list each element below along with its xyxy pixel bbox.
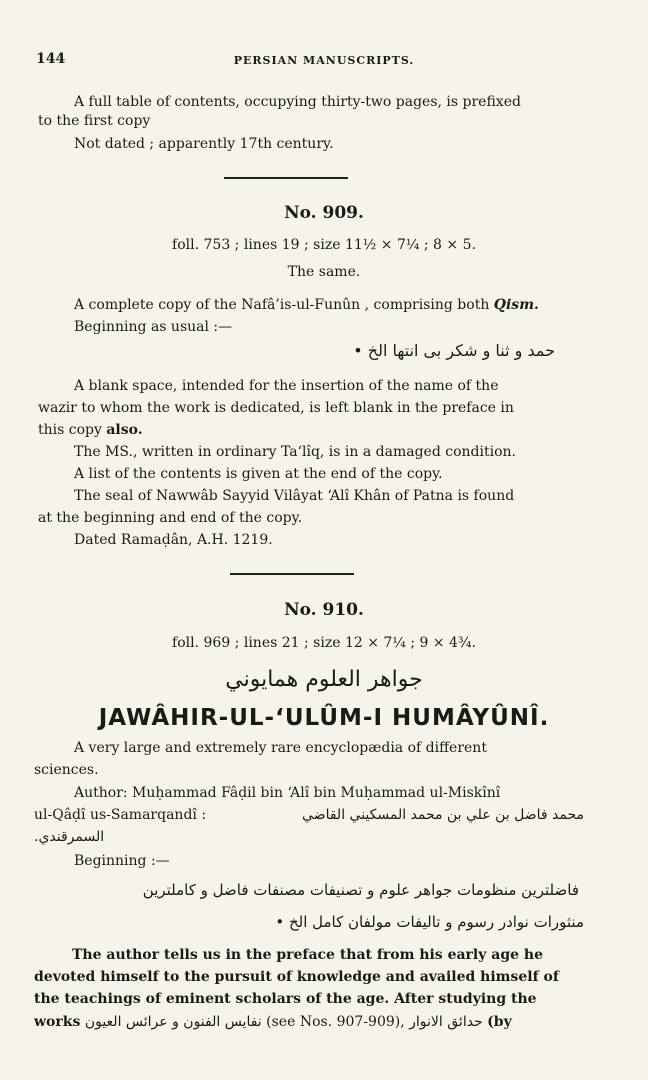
entry-910-works-label: works [34,1014,81,1030]
entry-910-details: foll. 969 ; lines 21 ; size 12 × 7¼ ; 9 × 4¾. [172,635,476,651]
entry-910-para-4-line-1: The author tells us in the preface that from his early age he [72,947,543,963]
intro-line-3: Not dated ; apparently 17th century. [74,136,334,152]
entry-910-beginning-arabic-1: فاضلترين منظومات جواهر علوم و تصنيفات مصنفات فاضل و کاملترين [142,881,579,899]
entry-909-beginning-arabic: حمد و ثنا و شکر بی انتها الخ • [353,341,555,360]
entry-910-works-ref: (see Nos. 907-909), [266,1014,405,1030]
entry-910-author-arabic-2: السمرقندي. [34,829,105,845]
entry-910-para-1-line-1: A very large and extremely rare encyclopædia of different [74,740,487,756]
entry-909-para-3-line-1: A blank space, intended for the insertion of the name of the [74,378,499,394]
entry-910-beginning-arabic-2: منثورات نوادر رسوم و تاليفات مولفان کامل الخ • [275,913,584,931]
entry-910-author-line-1: Author: Muḥammad Fâḍil bin ‘Alî bin Muḥammad ul-Miskînî [74,785,501,801]
entry-909-para-1 [74,296,539,314]
entry-910-author-line-2: ul-Qâḍî us-Samarqandî : [34,807,207,823]
entry-909-date: Dated Ramaḍân, A.H. 1219. [74,532,273,548]
entry-909-para-1-text: A complete copy of the Nafâ’is-ul-Funûn , comprising both [74,297,494,313]
entry-909-para-6-line-1: The seal of Nawwâb Sayyid Vilâyat ‘Alî Khân of Patna is found [74,488,515,504]
intro-line-2: to the first copy [38,113,151,129]
running-title: PERSIAN MANUSCRIPTS. [233,54,415,67]
entry-910-works-by: (by [487,1014,512,1030]
entry-909-para-4: The MS., written in ordinary Ta‘lîq, is in a damaged condition. [74,444,516,460]
entry-910-heading: No. 910. [284,600,364,620]
entry-910-works-arabic-2: حدائق الانوار [409,1014,483,1030]
entry-910-title: JAWÂHIR-UL-‘ULÛM-I HUMÂYÛNÎ. [98,705,550,731]
entry-910-para-4-line-2: devoted himself to the pursuit of knowledge and availed himself of [34,969,559,985]
entry-910-para-4-line-4 [34,1013,512,1031]
entry-909-para-3-line-3 [38,421,143,439]
entry-910-para-1-line-2: sciences. [34,762,99,778]
entry-910-para-4-line-3: the teachings of eminent scholars of the age. After studying the [34,991,537,1007]
entry-910-arabic-title: جواهر العلوم همايوني [225,667,423,692]
section-divider [224,177,348,179]
entry-910-works-arabic-1: نفايس الفنون و عرائس العيون [84,1014,262,1030]
entry-909-para-6-line-2: at the beginning and end of the copy. [38,510,303,526]
intro-line-1: A full table of contents, occupying thirty-two pages, is prefixed [74,94,521,110]
entry-909-para-5: A list of the contents is given at the end of the copy. [74,466,443,482]
page-number: 144 [36,51,66,67]
entry-909-heading: No. 909. [284,203,364,223]
entry-910-beginning-label: Beginning :— [74,853,170,869]
section-divider-2 [230,573,354,575]
entry-909-beginning-label: Beginning as usual :— [74,319,233,335]
entry-909-para-1-emphasis: Qism. [493,297,539,313]
entry-909-details: foll. 753 ; lines 19 ; size 11½ × 7¼ ; 8 × 5. [172,237,476,253]
entry-910-author-arabic: محمد فاضل بن علي بن محمد المسكيني القاضي [302,807,584,823]
entry-909-same: The same. [287,264,361,280]
entry-909-para-3-line-3-bold: also. [106,422,143,438]
entry-909-para-3-line-3-text: this copy [38,422,107,438]
entry-909-para-3-line-2: wazir to whom the work is dedicated, is left blank in the preface in [38,400,514,416]
